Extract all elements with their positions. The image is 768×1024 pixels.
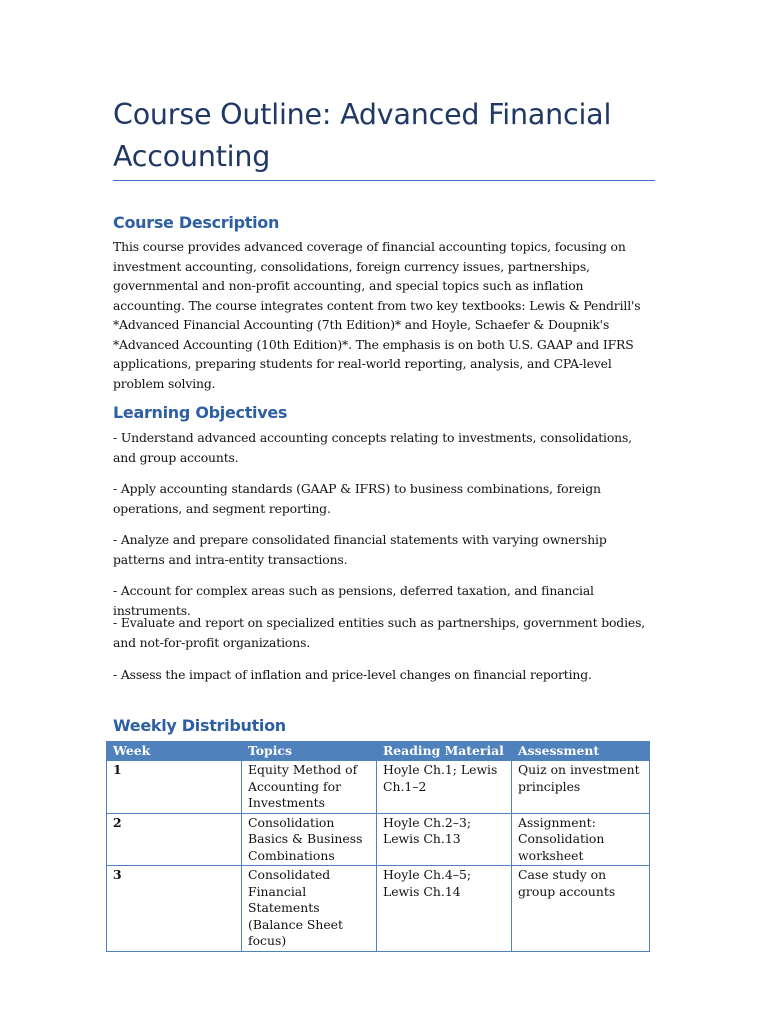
- objective-item: - Assess the impact of inflation and price-level changes on financial reporting.: [113, 667, 592, 682]
- reading-cell: Hoyle Ch.1; Lewis Ch.1–2: [377, 761, 512, 814]
- assessment-cell: Quiz on investment principles: [512, 761, 650, 814]
- column-header-week: Week: [107, 742, 242, 761]
- week-cell: 3: [107, 866, 242, 952]
- objective-item: - Analyze and prepare consolidated financial statements with varying ownership patterns and intra-entity transactions.: [113, 532, 607, 567]
- table-header-row: [107, 742, 650, 761]
- column-header-assessment: Assessment: [512, 742, 650, 761]
- week-cell: 1: [107, 761, 242, 814]
- objective-item: - Apply accounting standards (GAAP & IFRS) to business combinations, foreign operations, and segment reporting.: [113, 481, 601, 516]
- reading-cell: Hoyle Ch.2–3; Lewis Ch.13: [377, 813, 512, 866]
- assessment-cell: Case study on group accounts: [512, 866, 650, 952]
- topic-cell: Equity Method of Accounting for Investments: [242, 761, 377, 814]
- section-heading-description: Course Description: [113, 213, 280, 232]
- topic-cell: Consolidation Basics & Business Combinations: [242, 813, 377, 866]
- topic-cell: Consolidated Financial Statements (Balance Sheet focus): [242, 866, 377, 952]
- title-divider: [113, 180, 655, 181]
- table-row: [107, 761, 650, 814]
- week-cell: 2: [107, 813, 242, 866]
- column-header-topics: Topics: [242, 742, 377, 761]
- reading-cell: Hoyle Ch.4–5; Lewis Ch.14: [377, 866, 512, 952]
- page-title: Course Outline: Advanced Financial Accounting: [113, 98, 612, 173]
- table-row: [107, 866, 650, 952]
- assessment-cell: Assignment: Consolidation worksheet: [512, 813, 650, 866]
- weekly-distribution-table: [106, 741, 650, 952]
- table-row: [107, 813, 650, 866]
- section-heading-objectives: Learning Objectives: [113, 403, 288, 422]
- objective-item: - Account for complex areas such as pensions, deferred taxation, and financial instruments.: [113, 583, 594, 618]
- objective-item: - Understand advanced accounting concepts relating to investments, consolidations, and group accounts.: [113, 430, 632, 465]
- column-header-reading: Reading Material: [377, 742, 512, 761]
- section-heading-weekly: Weekly Distribution: [113, 716, 286, 735]
- objective-item: - Evaluate and report on specialized entities such as partnerships, government bodies, and not-for-profit organizations.: [113, 615, 646, 650]
- course-description-text: This course provides advanced coverage of financial accounting topics, focusing on investment accounting, consolidations, foreign currency issues, partnerships, governmental and non-profit accounting, and special topics such as inflation accounting. The course integrates content from two key textbooks: Lewis & Pendrill's *Advanced Financial Accounting (7th Edition)* and Hoyle, Schaefer & Doupnik's *Advanced Accounting (10th Edition)*. The emphasis is on both U.S. GAAP and IFRS applications, preparing students for real-world reporting, analysis, and CPA-level problem solving.: [113, 239, 641, 391]
